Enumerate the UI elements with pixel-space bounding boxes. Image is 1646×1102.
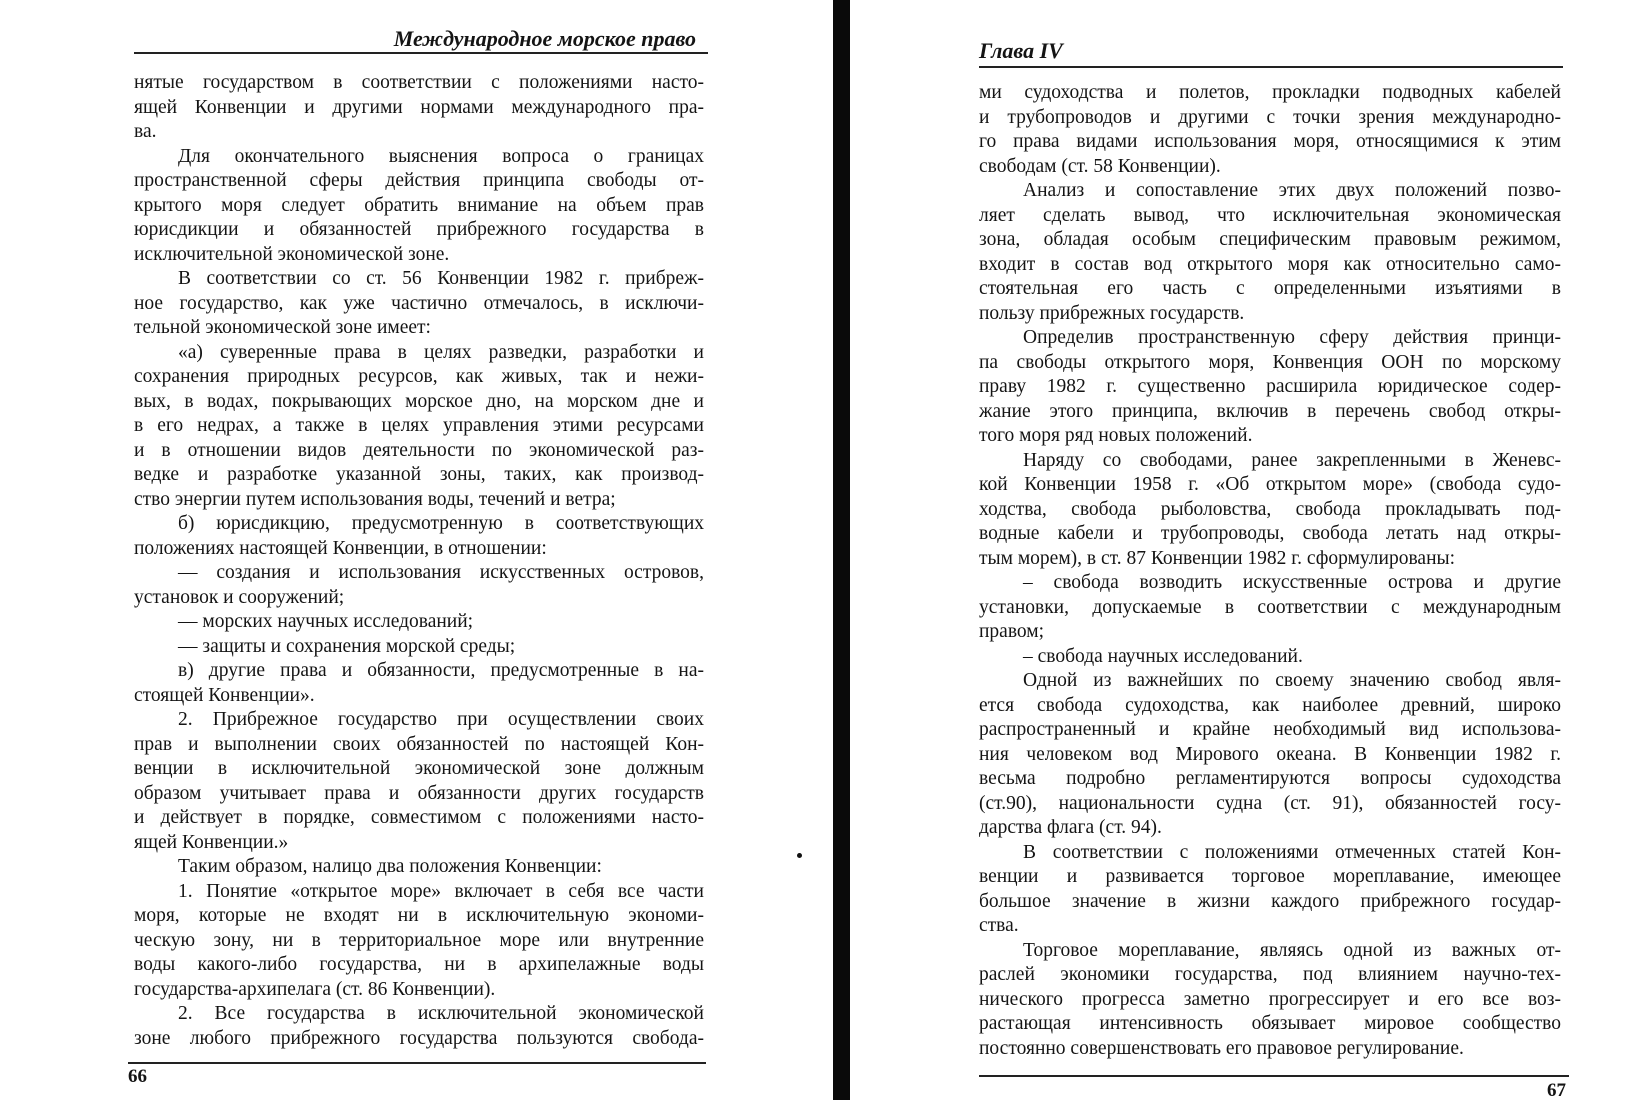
running-head: Глава IV [979, 38, 1063, 63]
text-line: того моря ряд новых положений. [979, 425, 1253, 446]
text-line: ное государство, как уже частично отмечалось, в исключи- [134, 292, 704, 314]
text-line: и действует в порядке, совместимом с положениями насто- [134, 807, 704, 828]
text-line: большое значение в жизни каждого прибрежного государ- [979, 890, 1561, 912]
text-line: 1. Понятие «открытое море» включает в себя все части [178, 880, 704, 902]
header-rule [979, 66, 1563, 68]
text-line: нятые государством в соответствии с положениями насто- [134, 72, 704, 93]
text-line: ведке и разработке указанной зоны, таких, как производ- [134, 464, 704, 485]
text-line: ящей Конвенции и другими нормами международного пра- [134, 96, 704, 118]
text-line: в) другие права и обязанности, предусмотренные в на- [178, 660, 704, 681]
text-line: государства-архипелага (ст. 86 Конвенции). [134, 978, 496, 1000]
text-line: зона, обладая особым специфическим правовым режимом, [979, 229, 1561, 250]
text-line: стоящей Конвенции». [134, 684, 315, 706]
text-line: — создания и использования искусственных островов, [178, 562, 704, 583]
text-line: праву 1982 г. существенно расширила юридическое содер- [979, 376, 1561, 397]
text-line: ется свобода судоходства, как наиболее древний, широко [979, 694, 1561, 716]
right-page-67 [852, 0, 1646, 1100]
text-line: правом; [979, 621, 1045, 642]
text-line: ства. [979, 915, 1019, 936]
text-line: ва. [134, 121, 157, 142]
text-line: тельной экономической зоне имеет: [134, 317, 431, 338]
text-line: крытого моря следует обратить внимание на объем прав [134, 194, 704, 216]
text-line: и трубопроводов и другими с точки зрения международно- [979, 106, 1561, 128]
text-line: сохранения природных ресурсов, как живых, так и нежи- [134, 366, 704, 387]
text-line: 2. Все государства в исключительной экономической [178, 1003, 704, 1024]
scan-speck [797, 853, 802, 858]
text-line: ляет сделать вывод, что исключительная экономическая [979, 204, 1561, 226]
footer-rule [128, 1062, 706, 1064]
text-line: весьма подробно регламентируются вопросы судоходства [979, 768, 1561, 789]
text-line: ми судоходства и полетов, прокладки подводных кабелей [979, 82, 1561, 103]
text-line: жание этого принципа, включив в перечень свобод откры- [979, 400, 1561, 422]
text-line: го права видами использования моря, относящимися к этим [979, 131, 1561, 152]
text-line: Анализ и сопоставление этих двух положений позво- [1023, 180, 1561, 201]
text-line: свободам (ст. 58 Конвенции). [979, 155, 1221, 177]
footer-rule [979, 1075, 1569, 1077]
text-line: Определив пространственную сферу действия принци- [1023, 327, 1561, 348]
text-line: зоне любого прибрежного государства пользуются свобода- [134, 1027, 704, 1049]
text-line: раслей экономики государства, под влиянием научно-тех- [979, 964, 1561, 985]
text-line: б) юрисдикцию, предусмотренную в соответствующих [178, 513, 704, 534]
text-line: юрисдикции и обязанностей прибрежного государства в [134, 219, 704, 240]
text-line: В соответствии со ст. 56 Конвенции 1982 г. прибреж- [178, 268, 704, 289]
text-line: Торговое мореплавание, являясь одной из важных от- [1023, 939, 1561, 961]
text-line: постоянно совершенствовать его правовое регулирование. [979, 1037, 1464, 1059]
text-line: Одной из важнейших по своему значению свобод явля- [1023, 670, 1561, 691]
text-line: ния человеком вод Мирового океана. В Конвенции 1982 г. [979, 743, 1561, 765]
text-line: прав и выполнении своих обязанностей по настоящей Кон- [134, 733, 704, 755]
text-line: па свободы открытого моря, Конвенция ООН по морскому [979, 351, 1561, 373]
page-body-text [979, 81, 1561, 1061]
text-line: «а) суверенные права в целях разведки, разработки и [178, 341, 704, 363]
text-line: установок и сооружений; [134, 586, 345, 608]
text-line: образом учитывает права и обязанности других государств [134, 782, 704, 804]
text-line: растающая интенсивность обязывает мировое сообщество [979, 1013, 1561, 1034]
text-line: кой Конвенции 1958 г. «Об открытом море» (свобода судо- [979, 474, 1561, 495]
page-number: 67 [1547, 1080, 1566, 1101]
running-head: Международное морское право [393, 26, 696, 51]
text-line: венции и развивается торговое мореплавание, имеющее [979, 866, 1561, 887]
text-line: положениях настоящей Конвенции, в отношении: [134, 537, 547, 559]
text-line: ящей Конвенции.» [134, 831, 289, 853]
text-line: – свобода научных исследований. [1023, 645, 1303, 667]
text-line: ство энергии путем использования воды, течений и ветра; [134, 488, 616, 510]
text-line: пользу прибрежных государств. [979, 302, 1245, 324]
text-line: 2. Прибрежное государство при осуществлении своих [178, 709, 704, 730]
text-line: пространственной сферы действия принципа свободы от- [134, 170, 704, 191]
text-line: В соответствии с положениями отмеченных статей Кон- [1023, 841, 1561, 863]
text-line: водные кабели и трубопроводы, свобода летать над откры- [979, 523, 1561, 544]
text-line: вых, в водах, покрывающих морское дно, на морском дне и [134, 390, 704, 412]
header-rule [134, 52, 708, 54]
text-line: — морских научных исследований; [178, 611, 474, 632]
text-line: тым морем), в ст. 87 Конвенции 1982 г. сформулированы: [979, 547, 1456, 569]
text-line: Наряду со свободами, ранее закрепленными в Женевс- [1023, 449, 1561, 471]
text-line: воды какого-либо государства, ни в архипелажные воды [134, 954, 704, 975]
text-line: Таким образом, налицо два положения Конвенции: [178, 856, 602, 877]
text-line: распространенный и крайне необходимый вид использова- [979, 719, 1561, 740]
text-line: нического прогресса заметно прогрессирует и его все воз- [979, 988, 1561, 1010]
text-line: ходства, свобода рыболовства, свобода прокладывать под- [979, 498, 1561, 520]
page-body-text [134, 71, 704, 1051]
text-line: установки, допускаемые в соответствии с международным [979, 596, 1561, 618]
text-line: исключительной экономической зоне. [134, 243, 450, 265]
text-line: стоятельная его часть с определенными изъятиями в [979, 278, 1561, 299]
text-line: — защиты и сохранения морской среды; [178, 635, 516, 657]
text-line: и в отношении видов деятельности по экономической раз- [134, 439, 704, 461]
book-spine-shadow [833, 0, 850, 1100]
text-line: (ст.90), национальности судна (ст. 91), обязанностей госу- [979, 792, 1561, 814]
text-line: венции в исключительной экономической зоне должным [134, 758, 704, 779]
text-line: входит в состав вод открытого моря как относительно само- [979, 253, 1561, 275]
text-line: – свобода возводить искусственные острова и другие [1023, 572, 1561, 593]
text-line: в его недрах, а также в целях управления этими ресурсами [134, 415, 704, 436]
text-line: моря, которые не входят ни в исключительную экономи- [134, 905, 704, 926]
text-line: ческую зону, ни в территориальное море или внутренние [134, 929, 704, 951]
page-number: 66 [128, 1066, 147, 1087]
text-line: дарства флага (ст. 94). [979, 817, 1162, 838]
text-line: Для окончательного выяснения вопроса о границах [178, 145, 704, 167]
